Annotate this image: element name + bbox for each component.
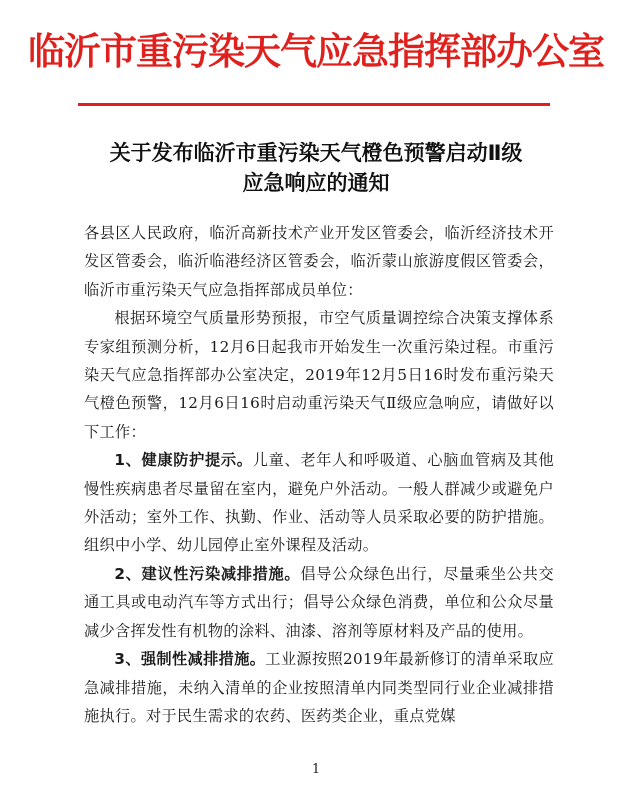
notice-body	[84, 219, 554, 730]
notice-title	[60, 138, 572, 198]
item-mandatory-reduction	[84, 645, 554, 730]
notice-title-line-1: 关于发布临沂市重污染天气橙色预警启动Ⅱ级	[109, 141, 523, 165]
item-3-title: 3、强制性减排措施。	[114, 650, 266, 669]
item-3-text: 工业源按照2019年最新修订的清单采取应急减排措施，未纳入清单的企业按照清单内同类型同行业企业减排措施执行。对于民生需求的农药、医药类企业，重点党媒	[84, 650, 554, 725]
notice-title-line-2: 应急响应的通知	[242, 171, 390, 195]
page-number: 1	[311, 762, 321, 777]
item-1-title: 1、健康防护提示。	[114, 451, 253, 470]
letterhead-title: 临沂市重污染天气应急指挥部办公室	[28, 30, 604, 73]
item-suggested-reduction	[84, 560, 554, 645]
addressees: 各县区人民政府，临沂高新技术产业开发区管委会，临沂经济技术开发区管委会，临沂临港经济区管委会，临沂蒙山旅游度假区管委会，临沂市重污染天气应急指挥部成员单位：	[84, 224, 554, 299]
letterhead-divider	[78, 103, 550, 106]
item-2-title: 2、建议性污染减排措施。	[114, 564, 301, 583]
item-health-protection	[84, 446, 554, 560]
item-1-text: 儿童、老年人和呼吸道、心脑血管病及其他慢性疾病患者尽量留在室内，避免户外活动。一般人群减少或避免户外活动；室外工作、执勤、作业、活动等人员采取必要的防护措施。组织中小学、幼儿园停止室外课程及活动。	[84, 451, 554, 555]
item-2-text: 倡导公众绿色出行，尽量乘坐公共交通工具或电动汽车等方式出行；倡导公众绿色消费，单位和公众尽量减少含挥发性有机物的涂料、油漆、溶剂等原材料及产品的使用。	[84, 564, 554, 640]
intro-paragraph: 根据环境空气质量形势预报，市空气质量调控综合决策支撑体系专家组预测分析，12月6日起我市开始发生一次重污染过程。市重污染天气应急指挥部办公室决定，2019年12月5日16时发布重污染天气橙色预警，12月6日16时启动重污染天气Ⅱ级应急响应，请做好以下工作：	[84, 309, 554, 441]
